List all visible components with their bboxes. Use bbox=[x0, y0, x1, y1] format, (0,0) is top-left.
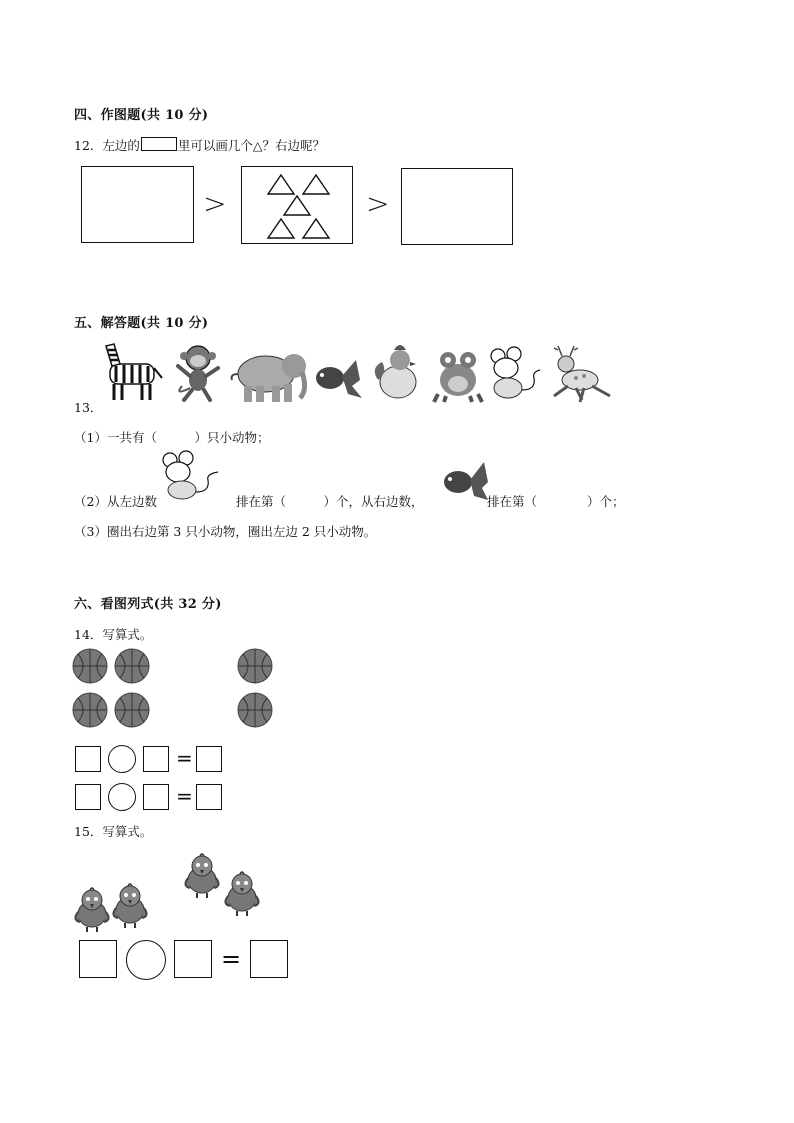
section-4-heading: 四、作图题(共 10 分) bbox=[74, 108, 209, 123]
operand-box[interactable] bbox=[143, 784, 169, 810]
zebra-icon bbox=[106, 344, 162, 400]
question-14-number: 14．写算式。 bbox=[74, 627, 153, 642]
result-box[interactable] bbox=[196, 784, 222, 810]
operator-circle[interactable] bbox=[126, 940, 166, 980]
frog-icon bbox=[434, 352, 482, 402]
section-6-heading: 六、看图列式(共 32 分) bbox=[74, 597, 222, 612]
operand-box[interactable] bbox=[79, 940, 117, 978]
mouse-icon bbox=[160, 452, 224, 502]
operator-circle[interactable] bbox=[108, 783, 136, 811]
monkey-icon bbox=[178, 346, 218, 400]
basketball-icon bbox=[238, 649, 272, 683]
bird-group bbox=[70, 846, 270, 936]
basketball-group bbox=[72, 646, 282, 730]
triangle-icon bbox=[303, 175, 329, 194]
triangle-icon bbox=[268, 175, 294, 194]
operand-box[interactable] bbox=[75, 746, 101, 772]
question-13-part-2c: 排在第（ ）个； bbox=[487, 494, 625, 509]
question-12 bbox=[74, 136, 325, 154]
basketball-icon bbox=[238, 693, 272, 727]
mouse-icon bbox=[491, 347, 540, 398]
greater-than-sign: > bbox=[203, 187, 227, 220]
section-5-heading: 五、解答题(共 10 分) bbox=[74, 316, 209, 331]
question-13-number: 13． bbox=[74, 400, 103, 415]
triangle-icon bbox=[284, 196, 310, 215]
result-box[interactable] bbox=[250, 940, 288, 978]
question-text-after: 里可以画几个△？右边呢？ bbox=[177, 138, 326, 153]
animal-row bbox=[100, 340, 620, 406]
bird-icon bbox=[185, 854, 218, 898]
elephant-icon bbox=[232, 354, 306, 402]
bird-icon bbox=[75, 888, 108, 932]
bird-icon bbox=[225, 872, 258, 916]
fish-icon bbox=[440, 460, 490, 502]
operand-box[interactable] bbox=[143, 746, 169, 772]
basketball-icon bbox=[73, 693, 107, 727]
question-15-number: 15．写算式。 bbox=[74, 824, 153, 839]
question-13-part-2b: 排在第（ ）个，从右边数， bbox=[236, 494, 424, 509]
deer-icon bbox=[554, 346, 610, 402]
basketball-icon bbox=[115, 693, 149, 727]
result-box[interactable] bbox=[196, 746, 222, 772]
fish-icon bbox=[316, 360, 362, 398]
left-answer-box[interactable] bbox=[81, 166, 194, 243]
basketball-icon bbox=[115, 649, 149, 683]
triangle-icon bbox=[303, 219, 329, 238]
greater-than-sign: > bbox=[366, 187, 390, 220]
triangles-figure bbox=[242, 167, 352, 243]
equals-sign: = bbox=[221, 945, 242, 973]
question-number: 12． bbox=[74, 138, 103, 153]
equals-sign: = bbox=[176, 784, 193, 808]
right-answer-box[interactable] bbox=[401, 168, 513, 245]
triangle-icon bbox=[268, 219, 294, 238]
middle-triangle-box bbox=[241, 166, 353, 244]
inline-rectangle bbox=[141, 137, 177, 151]
operator-circle[interactable] bbox=[108, 745, 136, 773]
operand-box[interactable] bbox=[75, 784, 101, 810]
rooster-icon bbox=[375, 345, 416, 398]
bird-icon bbox=[113, 884, 146, 928]
question-13-part-1: （1）一共有（ ）只小动物； bbox=[74, 430, 270, 445]
equals-sign: = bbox=[176, 746, 193, 770]
question-text-before: 左边的 bbox=[102, 138, 140, 153]
basketball-icon bbox=[73, 649, 107, 683]
question-13-part-2a: （2）从左边数 bbox=[74, 494, 157, 509]
operand-box[interactable] bbox=[174, 940, 212, 978]
question-13-part-3: （3）圈出右边第 3 只小动物，圈出左边 2 只小动物。 bbox=[74, 524, 377, 539]
